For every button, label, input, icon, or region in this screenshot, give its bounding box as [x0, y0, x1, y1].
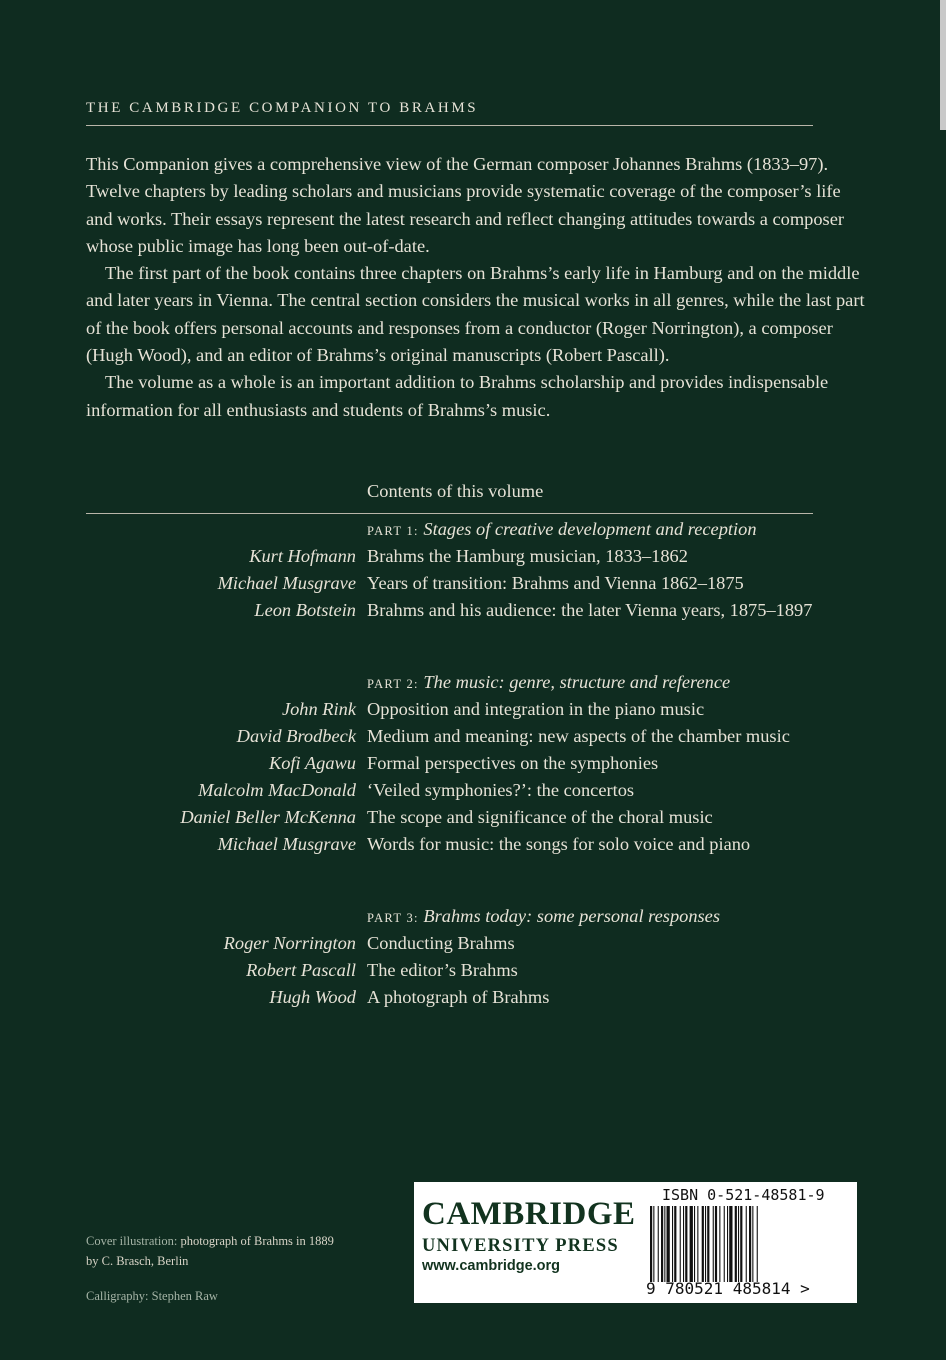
barcode-bar: [727, 1206, 728, 1282]
entry-title: The scope and significance of the choral music: [367, 807, 713, 827]
entry-title: A photograph of Brahms: [367, 987, 550, 1007]
entry-author: David Brodbeck: [236, 726, 356, 746]
blurb: [86, 151, 866, 424]
part-title: Brahms today: some personal responses: [423, 906, 721, 926]
part-3-heading: [367, 906, 720, 927]
entry-author: Robert Pascall: [246, 960, 356, 980]
entry-title: Words for music: the songs for solo voice and piano: [367, 834, 751, 854]
entry-author: Malcolm MacDonald: [198, 780, 356, 800]
edge-strip: [940, 0, 946, 130]
barcode-bar: [690, 1206, 693, 1282]
barcode-bar: [658, 1206, 659, 1282]
entry-author: Kurt Hofmann: [249, 546, 356, 566]
entry-author: Michael Musgrave: [217, 573, 356, 593]
barcode-bar: [757, 1206, 758, 1282]
entry-author: Kofi Agawu: [268, 753, 356, 773]
barcode-bar: [740, 1206, 742, 1282]
cover-credit: [86, 1232, 346, 1271]
isbn-text: ISBN 0-521-48581-9: [662, 1186, 825, 1204]
part-1-heading: [367, 519, 757, 540]
barcode-bar: [729, 1206, 732, 1282]
barcode-bar: [702, 1206, 704, 1282]
barcode-bar: [749, 1206, 751, 1282]
barcode-bar: [735, 1206, 737, 1282]
top-rule: [86, 125, 813, 126]
entry-title: Formal perspectives on the symphonies: [367, 753, 659, 773]
part-label: PART 1:: [367, 524, 419, 538]
entry-title: Opposition and integration in the piano music: [367, 699, 705, 719]
barcode-bar: [715, 1206, 717, 1282]
part-2-heading: [367, 672, 730, 693]
entry-title: ‘Veiled symphonies?’: the concertos: [367, 780, 635, 800]
barcode-bar: [707, 1206, 709, 1282]
entry-author: Michael Musgrave: [217, 834, 356, 854]
entry-author: Roger Norrington: [223, 933, 356, 953]
barcode-bar: [685, 1206, 687, 1282]
publisher-name: CAMBRIDGE: [422, 1196, 636, 1232]
part-label: PART 2:: [367, 677, 419, 691]
entry-title: Medium and meaning: new aspects of the chamber music: [367, 726, 790, 746]
barcode-icon: [648, 1206, 848, 1282]
barcode-digits: 9 780521 485814 >: [646, 1279, 810, 1298]
barcode-bar: [752, 1206, 753, 1282]
series-title: THE CAMBRIDGE COMPANION TO BRAHMS: [86, 100, 479, 116]
entry-title: Conducting Brahms: [367, 933, 515, 953]
contents-entry: [0, 546, 946, 573]
contents-rule: [86, 513, 813, 514]
cover-credit-text: photograph of Brahms in 1889 by C. Brasch, Berlin: [86, 1234, 334, 1268]
barcode-bar: [697, 1206, 698, 1282]
publisher-sub: UNIVERSITY PRESS: [422, 1236, 619, 1256]
entry-title: The editor’s Brahms: [367, 960, 518, 980]
barcode-bar: [650, 1206, 652, 1282]
barcode-bar: [683, 1206, 684, 1282]
barcode-bar: [661, 1206, 663, 1282]
entry-author: John Rink: [281, 699, 356, 719]
contents-entry: [0, 933, 946, 960]
cover-credit-label: Cover illustration:: [86, 1234, 178, 1248]
contents-entry: [0, 699, 946, 726]
publisher-box: [414, 1182, 857, 1303]
calligraphy-credit: Calligraphy: Stephen Raw: [86, 1289, 218, 1303]
contents-entry: [0, 726, 946, 753]
contents-entry: [0, 807, 946, 834]
contents-entry: [0, 987, 946, 1014]
barcode-bar: [746, 1206, 747, 1282]
entry-author: Leon Botstein: [254, 600, 356, 620]
publisher-url: www.cambridge.org: [422, 1258, 561, 1274]
barcode-bar: [680, 1206, 681, 1282]
barcode-bar: [713, 1206, 714, 1282]
entry-author: Daniel Beller McKenna: [180, 807, 356, 827]
part-title: Stages of creative development and reception: [423, 519, 757, 539]
contents-heading: Contents of this volume: [367, 481, 544, 501]
contents-entry: [0, 600, 946, 627]
contents-entry: [0, 753, 946, 780]
entry-author: Hugh Wood: [269, 987, 356, 1007]
blurb-paragraph: This Companion gives a comprehensive view of the German composer Johannes Brahms (1833–97). Twelve chapters by leading scholars and musicians provide systematic coverage of the composer’s life and works. Their essays represent the latest research and reflect changing attitudes towards a composer whose public image has long been out-of-date.: [86, 154, 844, 256]
barcode-bar: [674, 1206, 676, 1282]
barcode-bar: [719, 1206, 720, 1282]
barcode-bar: [738, 1206, 739, 1282]
entry-title: Brahms the Hamburg musician, 1833–1862: [367, 546, 688, 566]
part-title: The music: genre, structure and reference: [423, 672, 731, 692]
barcode-bar: [694, 1206, 695, 1282]
entry-title: Brahms and his audience: the later Vienna years, 1875–1897: [367, 600, 813, 620]
barcode-bar: [672, 1206, 673, 1282]
contents-entry: [0, 960, 946, 987]
entry-title: Years of transition: Brahms and Vienna 1862–1875: [367, 573, 744, 593]
part-label: PART 3:: [367, 911, 419, 925]
barcode-bar: [724, 1206, 725, 1282]
barcode-bar: [705, 1206, 706, 1282]
contents-entry: [0, 780, 946, 807]
blurb-paragraph: The first part of the book contains three chapters on Brahms’s early life in Hamburg and on the middle and later years in Vienna. The central section considers the musical works in all genres, while the last part of the book offers personal accounts and responses from a conductor (Roger Norrington), a composer (Hugh Wood), and an editor of Brahms’s original manuscripts (Robert Pascall).: [86, 263, 865, 366]
barcode-bar: [653, 1206, 654, 1282]
blurb-paragraph: The volume as a whole is an important addition to Brahms scholarship and provides indispensable information for all enthusiasts and students of Brahms’s music.: [86, 372, 829, 420]
contents-entry: [0, 573, 946, 600]
barcode-bar: [667, 1206, 670, 1282]
barcode-bar: [664, 1206, 665, 1282]
contents-entry: [0, 834, 946, 861]
